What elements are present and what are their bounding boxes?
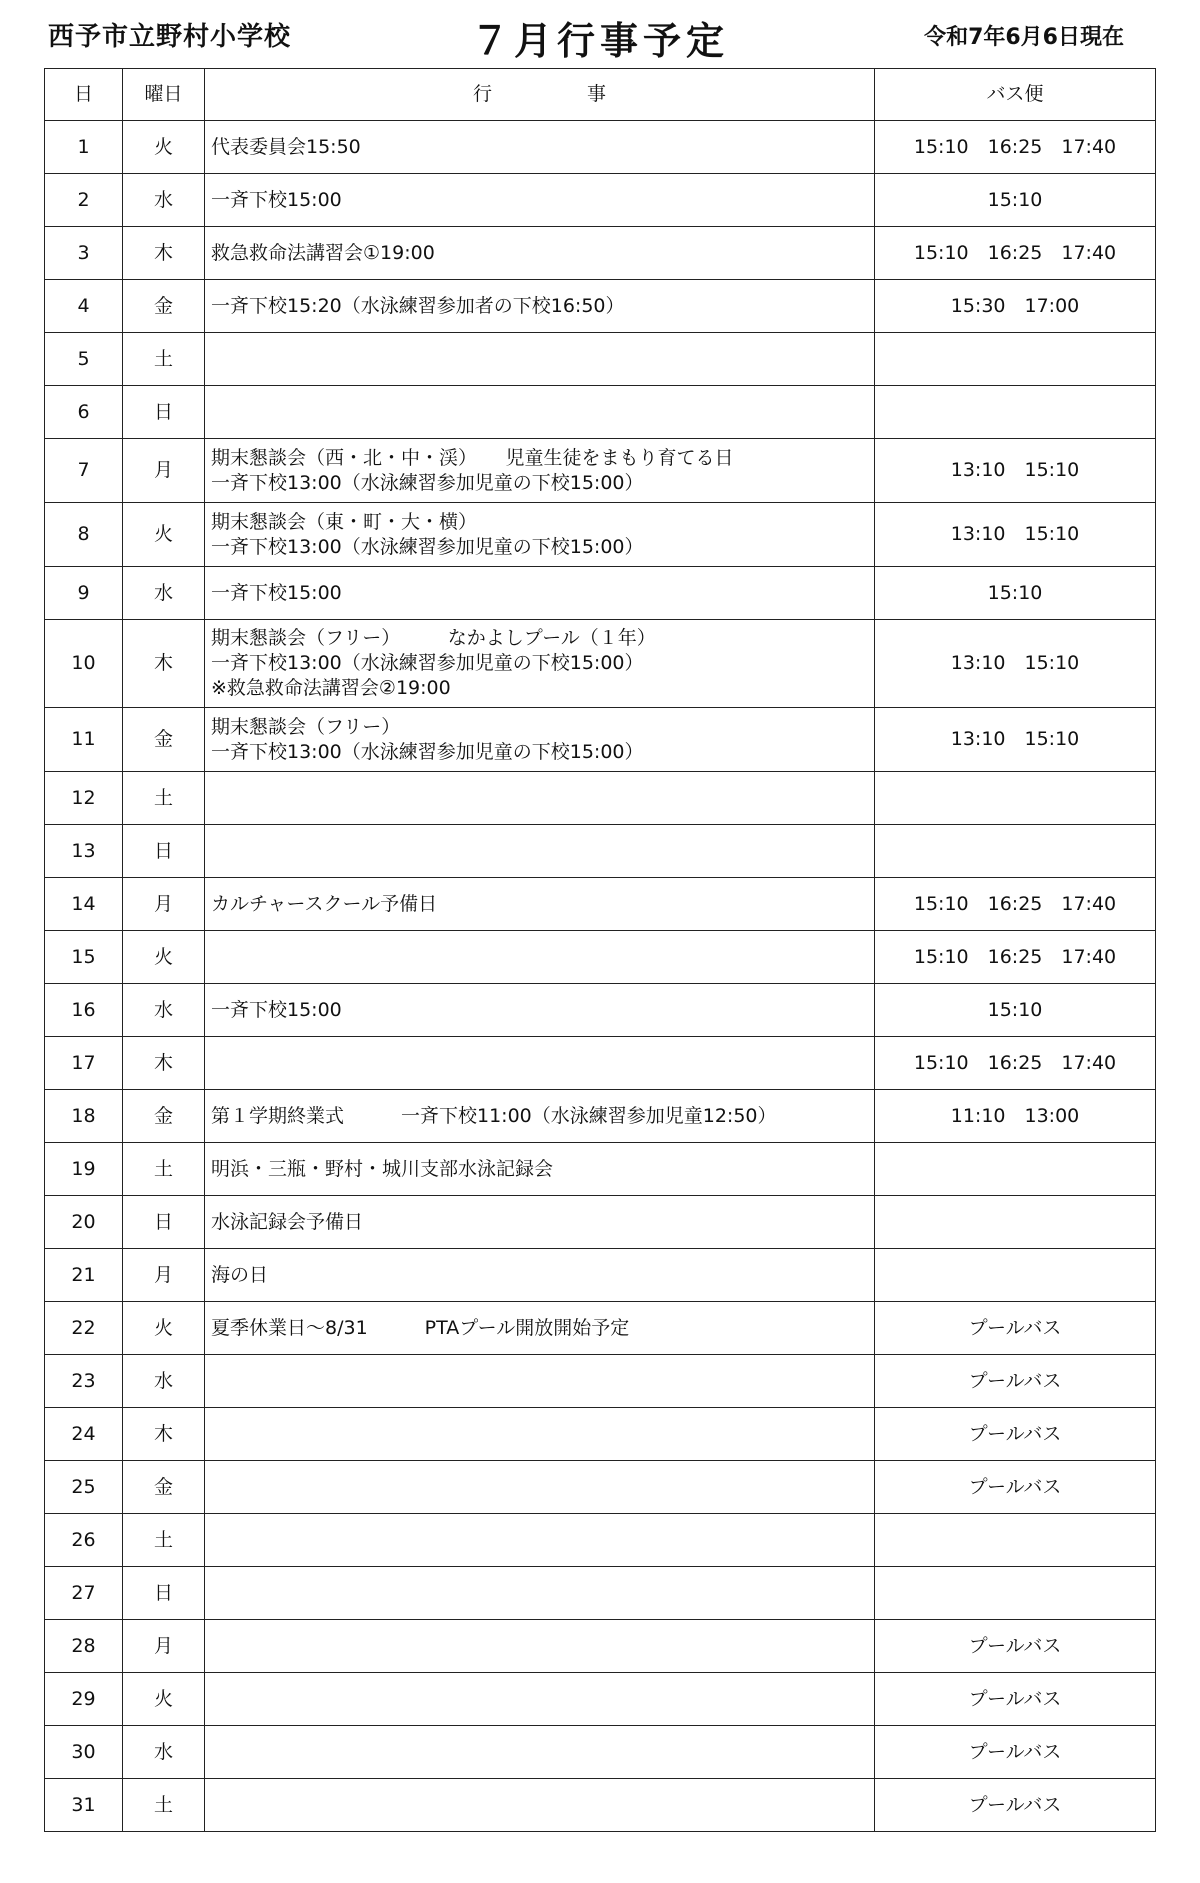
event-line: 一斉下校15:00 bbox=[211, 188, 342, 211]
bus-cell: 15:10 bbox=[875, 567, 1156, 620]
weekday-cell: 日 bbox=[123, 386, 205, 439]
day-cell: 21 bbox=[45, 1249, 123, 1302]
bus-cell: 13:10 15:10 bbox=[875, 708, 1156, 772]
bus-cell: 13:10 15:10 bbox=[875, 620, 1156, 708]
weekday-cell: 月 bbox=[123, 439, 205, 503]
bus-cell: プールバス bbox=[875, 1461, 1156, 1514]
weekday-cell: 水 bbox=[123, 1726, 205, 1779]
events-cell bbox=[205, 1037, 875, 1090]
table-row bbox=[45, 1143, 1156, 1196]
events-cell bbox=[205, 1196, 875, 1249]
day-cell: 11 bbox=[45, 708, 123, 772]
weekday-cell: 日 bbox=[123, 825, 205, 878]
event-line: 夏季休業日～8/31 PTAプール開放開始予定 bbox=[211, 1316, 630, 1339]
table-row bbox=[45, 1726, 1156, 1779]
bus-cell bbox=[875, 386, 1156, 439]
bus-cell: 15:10 16:25 17:40 bbox=[875, 1037, 1156, 1090]
event-line: 代表委員会15:50 bbox=[211, 135, 361, 158]
event-line: 海の日 bbox=[211, 1263, 269, 1286]
weekday-cell: 水 bbox=[123, 984, 205, 1037]
weekday-cell: 日 bbox=[123, 1567, 205, 1620]
events-cell bbox=[205, 708, 875, 772]
table-row bbox=[45, 1249, 1156, 1302]
table-row bbox=[45, 708, 1156, 772]
col-header-events: 行 事 bbox=[205, 69, 875, 121]
bus-cell bbox=[875, 825, 1156, 878]
col-header-weekday: 曜日 bbox=[123, 69, 205, 121]
weekday-cell: 土 bbox=[123, 333, 205, 386]
schedule-body bbox=[45, 121, 1156, 1832]
day-cell: 29 bbox=[45, 1673, 123, 1726]
events-cell bbox=[205, 121, 875, 174]
bus-cell: 13:10 15:10 bbox=[875, 503, 1156, 567]
event-line: 一斉下校13:00（水泳練習参加児童の下校15:00） bbox=[211, 471, 644, 494]
event-line: 水泳記録会予備日 bbox=[211, 1210, 364, 1233]
day-cell: 25 bbox=[45, 1461, 123, 1514]
weekday-cell: 木 bbox=[123, 1408, 205, 1461]
events-cell bbox=[205, 1673, 875, 1726]
weekday-cell: 金 bbox=[123, 708, 205, 772]
bus-cell bbox=[875, 772, 1156, 825]
events-cell bbox=[205, 280, 875, 333]
table-row bbox=[45, 280, 1156, 333]
day-cell: 17 bbox=[45, 1037, 123, 1090]
table-row bbox=[45, 386, 1156, 439]
day-cell: 9 bbox=[45, 567, 123, 620]
weekday-cell: 日 bbox=[123, 1196, 205, 1249]
table-row bbox=[45, 1567, 1156, 1620]
day-cell: 7 bbox=[45, 439, 123, 503]
events-cell bbox=[205, 1726, 875, 1779]
table-row bbox=[45, 439, 1156, 503]
bus-cell: プールバス bbox=[875, 1620, 1156, 1673]
events-cell bbox=[205, 227, 875, 280]
bus-cell: 15:10 16:25 17:40 bbox=[875, 878, 1156, 931]
table-row bbox=[45, 121, 1156, 174]
table-row bbox=[45, 772, 1156, 825]
day-cell: 16 bbox=[45, 984, 123, 1037]
events-cell bbox=[205, 878, 875, 931]
bus-cell bbox=[875, 1514, 1156, 1567]
events-cell bbox=[205, 1302, 875, 1355]
table-row bbox=[45, 1673, 1156, 1726]
day-cell: 1 bbox=[45, 121, 123, 174]
bus-cell: 15:10 16:25 17:40 bbox=[875, 931, 1156, 984]
table-row bbox=[45, 1196, 1156, 1249]
weekday-cell: 火 bbox=[123, 931, 205, 984]
events-cell bbox=[205, 825, 875, 878]
day-cell: 2 bbox=[45, 174, 123, 227]
table-row bbox=[45, 1620, 1156, 1673]
table-row bbox=[45, 1302, 1156, 1355]
weekday-cell: 水 bbox=[123, 1355, 205, 1408]
col-header-day: 日 bbox=[45, 69, 123, 121]
table-row bbox=[45, 825, 1156, 878]
event-line: 期末懇談会（フリー） なかよしプール（１年） bbox=[211, 627, 656, 649]
table-row bbox=[45, 1408, 1156, 1461]
event-line: 期末懇談会（東・町・大・横） bbox=[211, 510, 478, 533]
day-cell: 19 bbox=[45, 1143, 123, 1196]
weekday-cell: 火 bbox=[123, 121, 205, 174]
events-cell bbox=[205, 1355, 875, 1408]
table-row bbox=[45, 1090, 1156, 1143]
day-cell: 6 bbox=[45, 386, 123, 439]
event-line: ※救急救命法講習会②19:00 bbox=[211, 677, 451, 699]
weekday-cell: 木 bbox=[123, 227, 205, 280]
bus-cell: プールバス bbox=[875, 1355, 1156, 1408]
events-cell bbox=[205, 620, 875, 708]
table-row bbox=[45, 503, 1156, 567]
day-cell: 10 bbox=[45, 620, 123, 708]
day-cell: 5 bbox=[45, 333, 123, 386]
event-line: 一斉下校13:00（水泳練習参加児童の下校15:00） bbox=[211, 535, 644, 558]
as-of-date: 令和7年6月6日現在 bbox=[924, 25, 1124, 50]
table-row bbox=[45, 1461, 1156, 1514]
day-cell: 12 bbox=[45, 772, 123, 825]
event-line: 期末懇談会（西・北・中・渓） 児童生徒をまもり育てる日 bbox=[211, 446, 734, 469]
col-header-bus: バス便 bbox=[875, 69, 1156, 121]
weekday-cell: 土 bbox=[123, 772, 205, 825]
table-row bbox=[45, 174, 1156, 227]
weekday-cell: 火 bbox=[123, 1302, 205, 1355]
weekday-cell: 金 bbox=[123, 1461, 205, 1514]
event-line: 明浜・三瓶・野村・城川支部水泳記録会 bbox=[211, 1157, 554, 1180]
day-cell: 8 bbox=[45, 503, 123, 567]
weekday-cell: 木 bbox=[123, 620, 205, 708]
weekday-cell: 火 bbox=[123, 1673, 205, 1726]
weekday-cell: 火 bbox=[123, 503, 205, 567]
events-cell bbox=[205, 772, 875, 825]
weekday-cell: 木 bbox=[123, 1037, 205, 1090]
bus-cell bbox=[875, 1143, 1156, 1196]
table-header-row bbox=[45, 69, 1156, 121]
table-row bbox=[45, 878, 1156, 931]
events-cell bbox=[205, 1567, 875, 1620]
event-line: 一斉下校13:00（水泳練習参加児童の下校15:00） bbox=[211, 652, 644, 674]
bus-cell: プールバス bbox=[875, 1673, 1156, 1726]
table-row bbox=[45, 1514, 1156, 1567]
events-cell bbox=[205, 1461, 875, 1514]
weekday-cell: 土 bbox=[123, 1143, 205, 1196]
weekday-cell: 金 bbox=[123, 1090, 205, 1143]
table-row bbox=[45, 333, 1156, 386]
bus-cell bbox=[875, 1196, 1156, 1249]
events-cell bbox=[205, 1514, 875, 1567]
bus-cell: 15:30 17:00 bbox=[875, 280, 1156, 333]
events-cell bbox=[205, 503, 875, 567]
day-cell: 24 bbox=[45, 1408, 123, 1461]
weekday-cell: 月 bbox=[123, 878, 205, 931]
school-name: 西予市立野村小学校 bbox=[48, 22, 292, 52]
table-row bbox=[45, 620, 1156, 708]
events-cell bbox=[205, 567, 875, 620]
day-cell: 14 bbox=[45, 878, 123, 931]
events-cell bbox=[205, 1249, 875, 1302]
events-cell bbox=[205, 931, 875, 984]
event-line: 一斉下校15:20（水泳練習参加者の下校16:50） bbox=[211, 294, 625, 317]
bus-cell: 11:10 13:00 bbox=[875, 1090, 1156, 1143]
day-cell: 28 bbox=[45, 1620, 123, 1673]
table-row bbox=[45, 227, 1156, 280]
weekday-cell: 月 bbox=[123, 1249, 205, 1302]
bus-cell: 15:10 bbox=[875, 984, 1156, 1037]
weekday-cell: 土 bbox=[123, 1779, 205, 1832]
event-line: 期末懇談会（フリー） bbox=[211, 715, 401, 738]
events-cell bbox=[205, 439, 875, 503]
bus-cell: 15:10 16:25 17:40 bbox=[875, 227, 1156, 280]
day-cell: 3 bbox=[45, 227, 123, 280]
events-cell bbox=[205, 333, 875, 386]
day-cell: 4 bbox=[45, 280, 123, 333]
day-cell: 27 bbox=[45, 1567, 123, 1620]
day-cell: 30 bbox=[45, 1726, 123, 1779]
event-line: 一斉下校15:00 bbox=[211, 581, 342, 604]
schedule-table bbox=[44, 68, 1156, 1832]
weekday-cell: 土 bbox=[123, 1514, 205, 1567]
day-cell: 15 bbox=[45, 931, 123, 984]
event-line: 一斉下校15:00 bbox=[211, 998, 342, 1021]
events-cell bbox=[205, 1090, 875, 1143]
bus-cell bbox=[875, 333, 1156, 386]
bus-cell: プールバス bbox=[875, 1408, 1156, 1461]
event-line: 一斉下校13:00（水泳練習参加児童の下校15:00） bbox=[211, 740, 644, 763]
event-line: 第１学期終業式 一斉下校11:00（水泳練習参加児童12:50） bbox=[211, 1104, 777, 1127]
day-cell: 23 bbox=[45, 1355, 123, 1408]
events-cell bbox=[205, 386, 875, 439]
bus-cell: 13:10 15:10 bbox=[875, 439, 1156, 503]
table-row bbox=[45, 1355, 1156, 1408]
bus-cell bbox=[875, 1567, 1156, 1620]
events-cell bbox=[205, 984, 875, 1037]
events-cell bbox=[205, 1408, 875, 1461]
events-cell bbox=[205, 1143, 875, 1196]
events-cell bbox=[205, 174, 875, 227]
day-cell: 13 bbox=[45, 825, 123, 878]
table-row bbox=[45, 1779, 1156, 1832]
bus-cell: 15:10 bbox=[875, 174, 1156, 227]
page-title: ７月行事予定 bbox=[470, 19, 729, 63]
bus-cell: プールバス bbox=[875, 1302, 1156, 1355]
table-row bbox=[45, 984, 1156, 1037]
bus-cell: プールバス bbox=[875, 1726, 1156, 1779]
weekday-cell: 水 bbox=[123, 174, 205, 227]
day-cell: 31 bbox=[45, 1779, 123, 1832]
day-cell: 18 bbox=[45, 1090, 123, 1143]
table-row bbox=[45, 1037, 1156, 1090]
event-line: 救急救命法講習会①19:00 bbox=[211, 241, 435, 264]
bus-cell: 15:10 16:25 17:40 bbox=[875, 121, 1156, 174]
table-row bbox=[45, 931, 1156, 984]
table-row bbox=[45, 567, 1156, 620]
weekday-cell: 月 bbox=[123, 1620, 205, 1673]
day-cell: 20 bbox=[45, 1196, 123, 1249]
day-cell: 22 bbox=[45, 1302, 123, 1355]
events-cell bbox=[205, 1779, 875, 1832]
events-cell bbox=[205, 1620, 875, 1673]
bus-cell: プールバス bbox=[875, 1779, 1156, 1832]
day-cell: 26 bbox=[45, 1514, 123, 1567]
bus-cell bbox=[875, 1249, 1156, 1302]
weekday-cell: 水 bbox=[123, 567, 205, 620]
event-line: カルチャースクール予備日 bbox=[211, 892, 438, 915]
weekday-cell: 金 bbox=[123, 280, 205, 333]
